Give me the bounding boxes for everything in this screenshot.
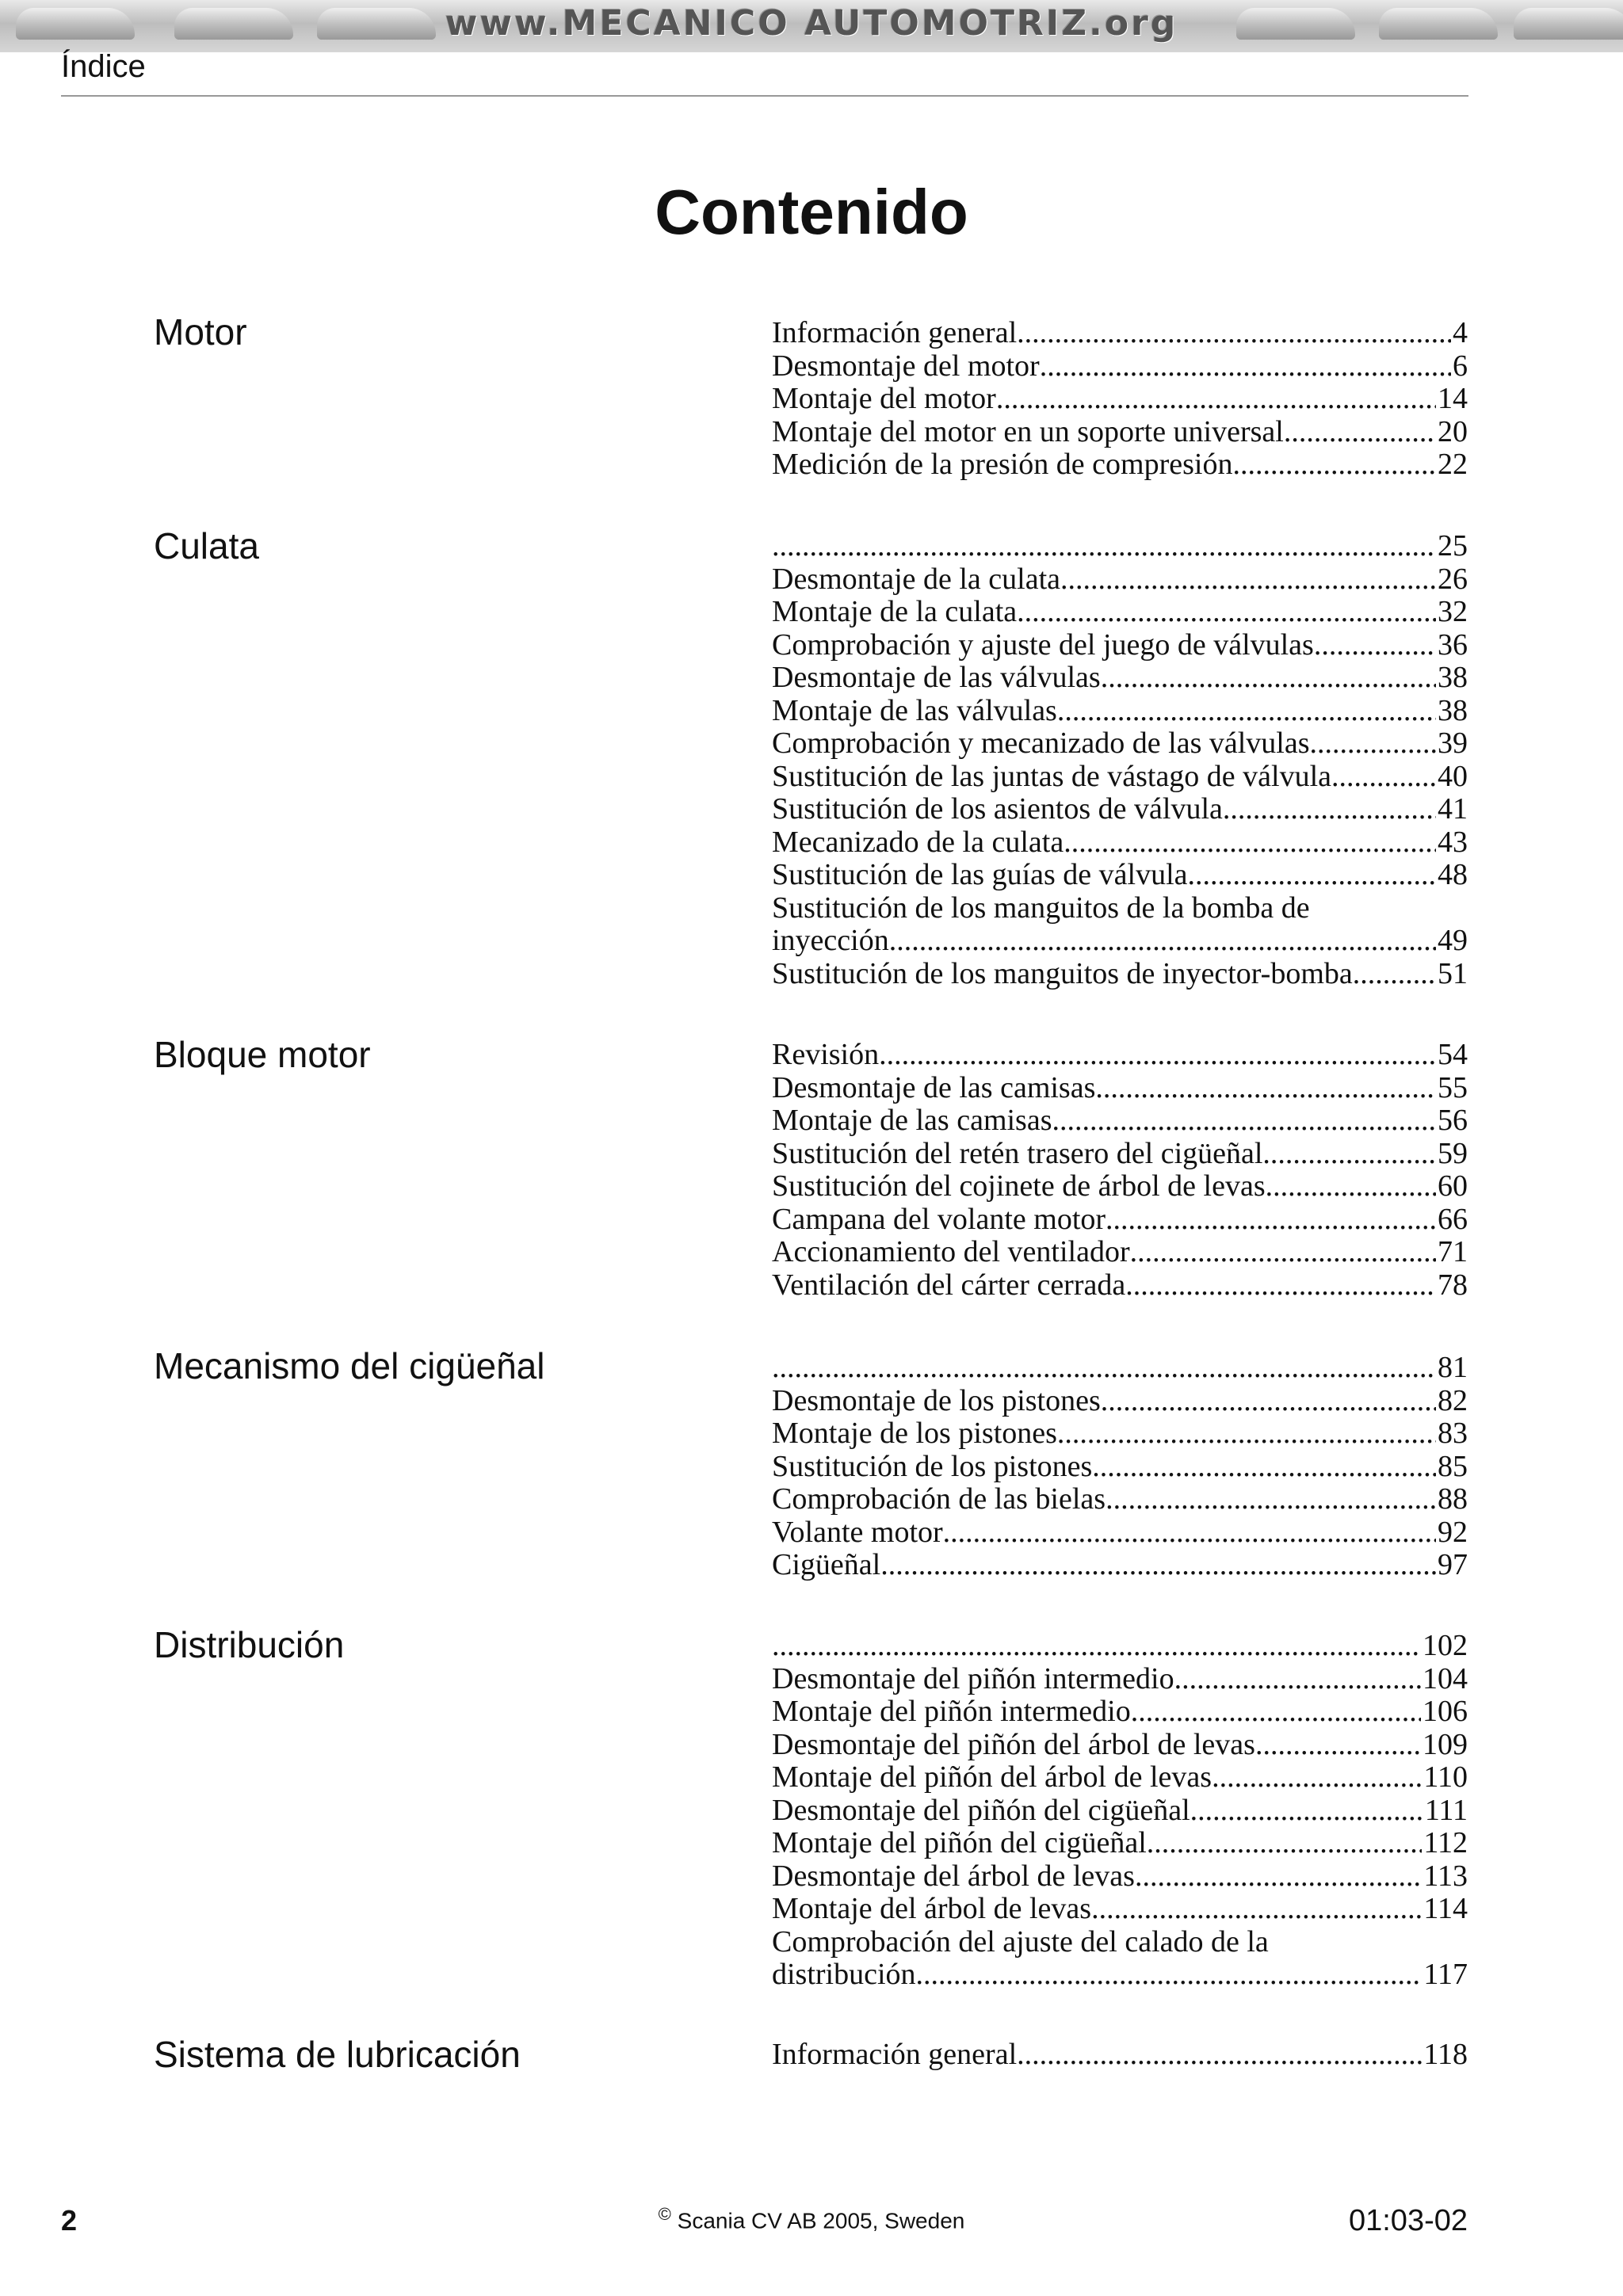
toc-entry[interactable] — [772, 1236, 1468, 1269]
toc-entry-page: 4 — [1453, 316, 1468, 349]
toc-entry-title: Montaje de la culata — [772, 595, 1018, 628]
toc-entry-title: Sustitución de los manguitos de inyector-bomba — [772, 956, 1353, 990]
leader-dots — [1017, 2039, 1422, 2072]
toc-entry[interactable] — [772, 530, 1468, 563]
toc-entry-title: Cigüeñal — [772, 1548, 881, 1581]
leader-dots — [916, 1958, 1423, 1992]
toc-entry-title: Sustitución del retén trasero del cigüeñal — [772, 1136, 1263, 1170]
leader-dots — [1040, 350, 1451, 383]
toc-list-bloque-motor — [772, 1039, 1468, 1302]
toc-entry-title: Montaje del motor — [772, 382, 996, 415]
toc-entry-page: 85 — [1438, 1449, 1468, 1483]
leader-dots — [1266, 1170, 1436, 1203]
toc-entry-title: Desmontaje del piñón intermedio — [772, 1661, 1174, 1695]
toc-entry[interactable] — [772, 1516, 1468, 1550]
toc-entry-title: Desmontaje del piñón del árbol de levas — [772, 1727, 1255, 1761]
toc-entry[interactable] — [772, 317, 1468, 350]
toc-entry[interactable] — [772, 1104, 1468, 1138]
toc-entry[interactable] — [772, 1138, 1468, 1171]
toc-entry[interactable] — [772, 1451, 1468, 1484]
toc-entry-title: Accionamiento del ventilador — [772, 1235, 1130, 1268]
toc-entry-page: 39 — [1438, 727, 1468, 760]
toc-entry-page: 81 — [1438, 1351, 1468, 1384]
toc-entry-title: Desmontaje de las camisas — [772, 1070, 1096, 1104]
toc-entry-page: 36 — [1438, 627, 1468, 662]
toc-entry-page: 32 — [1438, 595, 1468, 628]
toc-entry-title: Información general — [772, 316, 1018, 349]
toc-entry-page: 112 — [1423, 1826, 1468, 1859]
leader-dots — [1331, 761, 1436, 794]
toc-entry-title: Desmontaje de las válvulas — [772, 661, 1101, 694]
toc-entry-page: 38 — [1438, 693, 1468, 727]
toc-entry[interactable] — [772, 1893, 1468, 1926]
leader-dots — [1212, 1761, 1422, 1794]
page-title: Contenido — [655, 177, 968, 247]
toc-entry[interactable] — [772, 958, 1468, 991]
toc-entry-continued[interactable] — [772, 1926, 1468, 1959]
leader-dots — [1314, 629, 1436, 662]
leader-dots — [1131, 1695, 1421, 1729]
section-title-bloque-motor: Bloque motor — [154, 1034, 371, 1075]
toc-list-sistema-lubricacion — [772, 2039, 1468, 2072]
toc-entry-page: 78 — [1438, 1268, 1468, 1302]
toc-entry-page: 59 — [1438, 1136, 1468, 1170]
toc-entry-title: Medición de la presión de compresión — [772, 448, 1233, 481]
leader-dots — [1125, 1269, 1436, 1302]
toc-entry-title: distribución — [772, 1958, 916, 1991]
leader-dots — [889, 925, 1436, 958]
toc-entry-title: Desmontaje del árbol de levas — [772, 1859, 1135, 1893]
toc-entry[interactable] — [772, 1039, 1468, 1072]
leader-dots — [1057, 1417, 1436, 1451]
toc-entry-title: Montaje del piñón del árbol de levas — [772, 1760, 1212, 1794]
toc-entry[interactable] — [772, 563, 1468, 597]
toc-entry[interactable] — [772, 662, 1468, 695]
toc-list-mecanismo-ciguenal — [772, 1352, 1468, 1582]
toc-entry-page: 118 — [1423, 2038, 1468, 2071]
toc-entry-page: 109 — [1423, 1727, 1468, 1761]
toc-entry-page: 106 — [1423, 1695, 1468, 1728]
toc-entry[interactable] — [772, 1385, 1468, 1418]
section-title-distribucion: Distribución — [154, 1624, 345, 1665]
toc-entry-page: 71 — [1438, 1235, 1468, 1268]
leader-dots — [1135, 1860, 1422, 1894]
toc-entry[interactable] — [772, 1761, 1468, 1794]
toc-entry[interactable] — [772, 1827, 1468, 1860]
leader-dots — [1017, 596, 1436, 629]
toc-entry[interactable] — [772, 596, 1468, 629]
toc-list-distribucion — [772, 1630, 1468, 1992]
toc-entry-title: Mecanizado de la culata — [772, 825, 1064, 859]
leader-dots — [1017, 317, 1451, 350]
toc-entry-page: 54 — [1438, 1038, 1468, 1071]
toc-entry-page: 43 — [1438, 825, 1468, 859]
toc-entry[interactable] — [772, 1958, 1468, 1992]
toc-entry-title: Montaje del árbol de levas — [772, 1892, 1092, 1925]
toc-entry-title: Montaje del piñón intermedio — [772, 1695, 1131, 1728]
toc-entry[interactable] — [772, 1483, 1468, 1516]
leader-dots — [1064, 826, 1436, 860]
toc-list-culata — [772, 530, 1468, 990]
toc-entry-title: Sustitución del cojinete de árbol de levas — [772, 1169, 1266, 1203]
leader-dots — [1060, 563, 1436, 597]
toc-entry[interactable] — [772, 448, 1468, 482]
toc-entry-page: 104 — [1423, 1661, 1468, 1695]
toc-entry-page: 51 — [1438, 956, 1468, 990]
toc-entry-title: Comprobación de las bielas — [772, 1482, 1106, 1516]
leader-dots — [943, 1516, 1436, 1550]
toc-entry[interactable] — [772, 793, 1468, 826]
toc-entry-page: 92 — [1438, 1515, 1468, 1549]
toc-entry-page: 38 — [1438, 661, 1468, 694]
toc-entry-page: 56 — [1438, 1104, 1468, 1137]
toc-entry-title: Sustitución de los manguitos de la bomba de — [772, 891, 1310, 925]
leader-dots — [1092, 1451, 1436, 1484]
section-title-culata: Culata — [154, 525, 259, 566]
toc-entry-title: Montaje del motor en un soporte universal — [772, 414, 1284, 448]
toc-entry[interactable] — [772, 383, 1468, 416]
toc-entry-title: Montaje de los pistones — [772, 1417, 1057, 1450]
footer-doc-code: 01:03-02 — [1348, 2204, 1468, 2237]
toc-entry-page: 113 — [1423, 1859, 1468, 1893]
leader-dots — [1262, 1138, 1436, 1171]
copyright-symbol: © — [658, 2204, 671, 2224]
leader-dots — [1052, 1104, 1436, 1138]
leader-dots — [1223, 793, 1436, 826]
toc-entry-title: Montaje de las válvulas — [772, 693, 1057, 727]
toc-entry[interactable] — [772, 1663, 1468, 1696]
toc-entry-page: 22 — [1438, 448, 1468, 481]
toc-entry-page: 60 — [1438, 1169, 1468, 1203]
toc-entry[interactable] — [772, 695, 1468, 728]
toc-entry-title: Desmontaje de la culata — [772, 562, 1061, 596]
leader-dots — [772, 530, 1436, 563]
header-section-label: Índice — [61, 49, 146, 84]
toc-entry-page: 55 — [1438, 1070, 1468, 1104]
toc-entry-title: Sustitución de las juntas de vástago de válvula — [772, 759, 1332, 793]
toc-entry-page: 48 — [1438, 858, 1468, 891]
section-title-motor: Motor — [154, 311, 247, 353]
toc-entry[interactable] — [772, 1695, 1468, 1729]
toc-entry-title: Montaje del piñón del cigüeñal — [772, 1826, 1147, 1859]
toc-entry-page: 49 — [1438, 924, 1468, 957]
toc-entry-title: Comprobación del ajuste del calado de la — [772, 1924, 1269, 1958]
toc-entry[interactable] — [772, 629, 1468, 662]
toc-entry[interactable] — [772, 1352, 1468, 1385]
leader-dots — [880, 1549, 1436, 1582]
leader-dots — [1095, 1072, 1436, 1105]
toc-entry-title: Desmontaje de los pistones — [772, 1383, 1101, 1417]
leader-dots — [879, 1039, 1436, 1072]
leader-dots — [1310, 727, 1436, 761]
toc-list-motor — [772, 317, 1468, 482]
toc-entry-title: Comprobación y mecanizado de las válvulas — [772, 727, 1310, 760]
leader-dots — [1106, 1203, 1436, 1237]
leader-dots — [1101, 1385, 1436, 1418]
toc-entry-page: 82 — [1438, 1383, 1468, 1417]
leader-dots — [1130, 1236, 1436, 1269]
leader-dots — [1147, 1827, 1423, 1860]
leader-dots — [772, 1630, 1421, 1663]
leader-dots — [1284, 416, 1436, 449]
header-divider — [61, 95, 1468, 97]
leader-dots — [1091, 1893, 1422, 1926]
leader-dots — [1190, 1794, 1423, 1828]
leader-dots — [1232, 448, 1436, 482]
toc-entry[interactable] — [772, 925, 1468, 958]
leader-dots — [1188, 859, 1436, 892]
toc-entry-title: Información general — [772, 2038, 1018, 2071]
toc-entry-title: Volante motor — [772, 1515, 943, 1549]
leader-dots — [1106, 1483, 1436, 1516]
toc-entry[interactable] — [772, 1860, 1468, 1894]
toc-entry-title: Montaje de las camisas — [772, 1104, 1052, 1137]
toc-entry-page: 102 — [1423, 1629, 1468, 1662]
toc-entry-title: Campana del volante motor — [772, 1202, 1106, 1236]
toc-entry-page: 14 — [1438, 382, 1468, 415]
toc-entry-title: Revisión — [772, 1038, 880, 1071]
toc-entry-page: 97 — [1438, 1548, 1468, 1581]
toc-entry-page: 111 — [1424, 1793, 1468, 1827]
toc-entry-page: 114 — [1423, 1892, 1468, 1925]
section-title-mecanismo-ciguenal: Mecanismo del cigüeñal — [154, 1345, 545, 1386]
leader-dots — [772, 1352, 1436, 1385]
toc-entry[interactable] — [772, 1417, 1468, 1451]
toc-entry-page: 110 — [1423, 1760, 1468, 1794]
toc-entry-title: inyección — [772, 924, 889, 957]
toc-entry-page: 88 — [1438, 1482, 1468, 1516]
banner-url-text: www.MECANICO AUTOMOTRIZ.org — [445, 3, 1178, 44]
toc-entry-title: Comprobación y ajuste del juego de válvulas — [772, 627, 1314, 662]
toc-entry[interactable] — [772, 1549, 1468, 1582]
toc-entry[interactable] — [772, 1630, 1468, 1663]
toc-entry-page: 117 — [1423, 1958, 1468, 1991]
footer-page-number: 2 — [61, 2204, 78, 2237]
toc-entry[interactable] — [772, 1729, 1468, 1762]
toc-entry-title: Ventilación del cárter cerrada — [772, 1268, 1126, 1302]
site-banner — [0, 0, 1623, 52]
toc-entry-page: 66 — [1438, 1202, 1468, 1236]
toc-entry[interactable] — [772, 727, 1468, 761]
toc-entry-page: 41 — [1438, 792, 1468, 826]
toc-entry[interactable] — [772, 859, 1468, 892]
toc-entry-title: Sustitución de las guías de válvula — [772, 858, 1188, 891]
section-title-sistema-lubricacion: Sistema de lubricación — [154, 2034, 521, 2075]
toc-entry[interactable] — [772, 2039, 1468, 2072]
toc-entry[interactable] — [772, 1170, 1468, 1203]
toc-entry-title: Desmontaje del piñón del cigüeñal — [772, 1793, 1190, 1827]
leader-dots — [996, 383, 1436, 416]
toc-entry[interactable] — [772, 1203, 1468, 1237]
toc-entry[interactable] — [772, 350, 1468, 383]
toc-entry[interactable] — [772, 1269, 1468, 1302]
toc-entry-title: Sustitución de los asientos de válvula — [772, 792, 1223, 826]
toc-entry-page: 6 — [1453, 349, 1468, 383]
toc-entry[interactable] — [772, 826, 1468, 860]
toc-entry-title: Sustitución de los pistones — [772, 1449, 1093, 1483]
toc-entry[interactable] — [772, 416, 1468, 449]
leader-dots — [1174, 1663, 1421, 1696]
copyright-text: Scania CV AB 2005, Sweden — [677, 2208, 965, 2233]
toc-entry-continued[interactable] — [772, 892, 1468, 925]
toc-entry[interactable] — [772, 1794, 1468, 1828]
leader-dots — [1353, 958, 1436, 991]
toc-entry-page: 25 — [1438, 529, 1468, 563]
toc-entry[interactable] — [772, 1072, 1468, 1105]
leader-dots — [1255, 1729, 1421, 1762]
toc-entry-page: 40 — [1438, 759, 1468, 793]
toc-entry[interactable] — [772, 761, 1468, 794]
leader-dots — [1057, 695, 1436, 728]
toc-entry-title: Desmontaje del motor — [772, 349, 1040, 383]
toc-entry-page: 20 — [1438, 414, 1468, 448]
toc-entry-page: 83 — [1438, 1417, 1468, 1450]
leader-dots — [1101, 662, 1436, 695]
toc-entry-page: 26 — [1438, 562, 1468, 596]
